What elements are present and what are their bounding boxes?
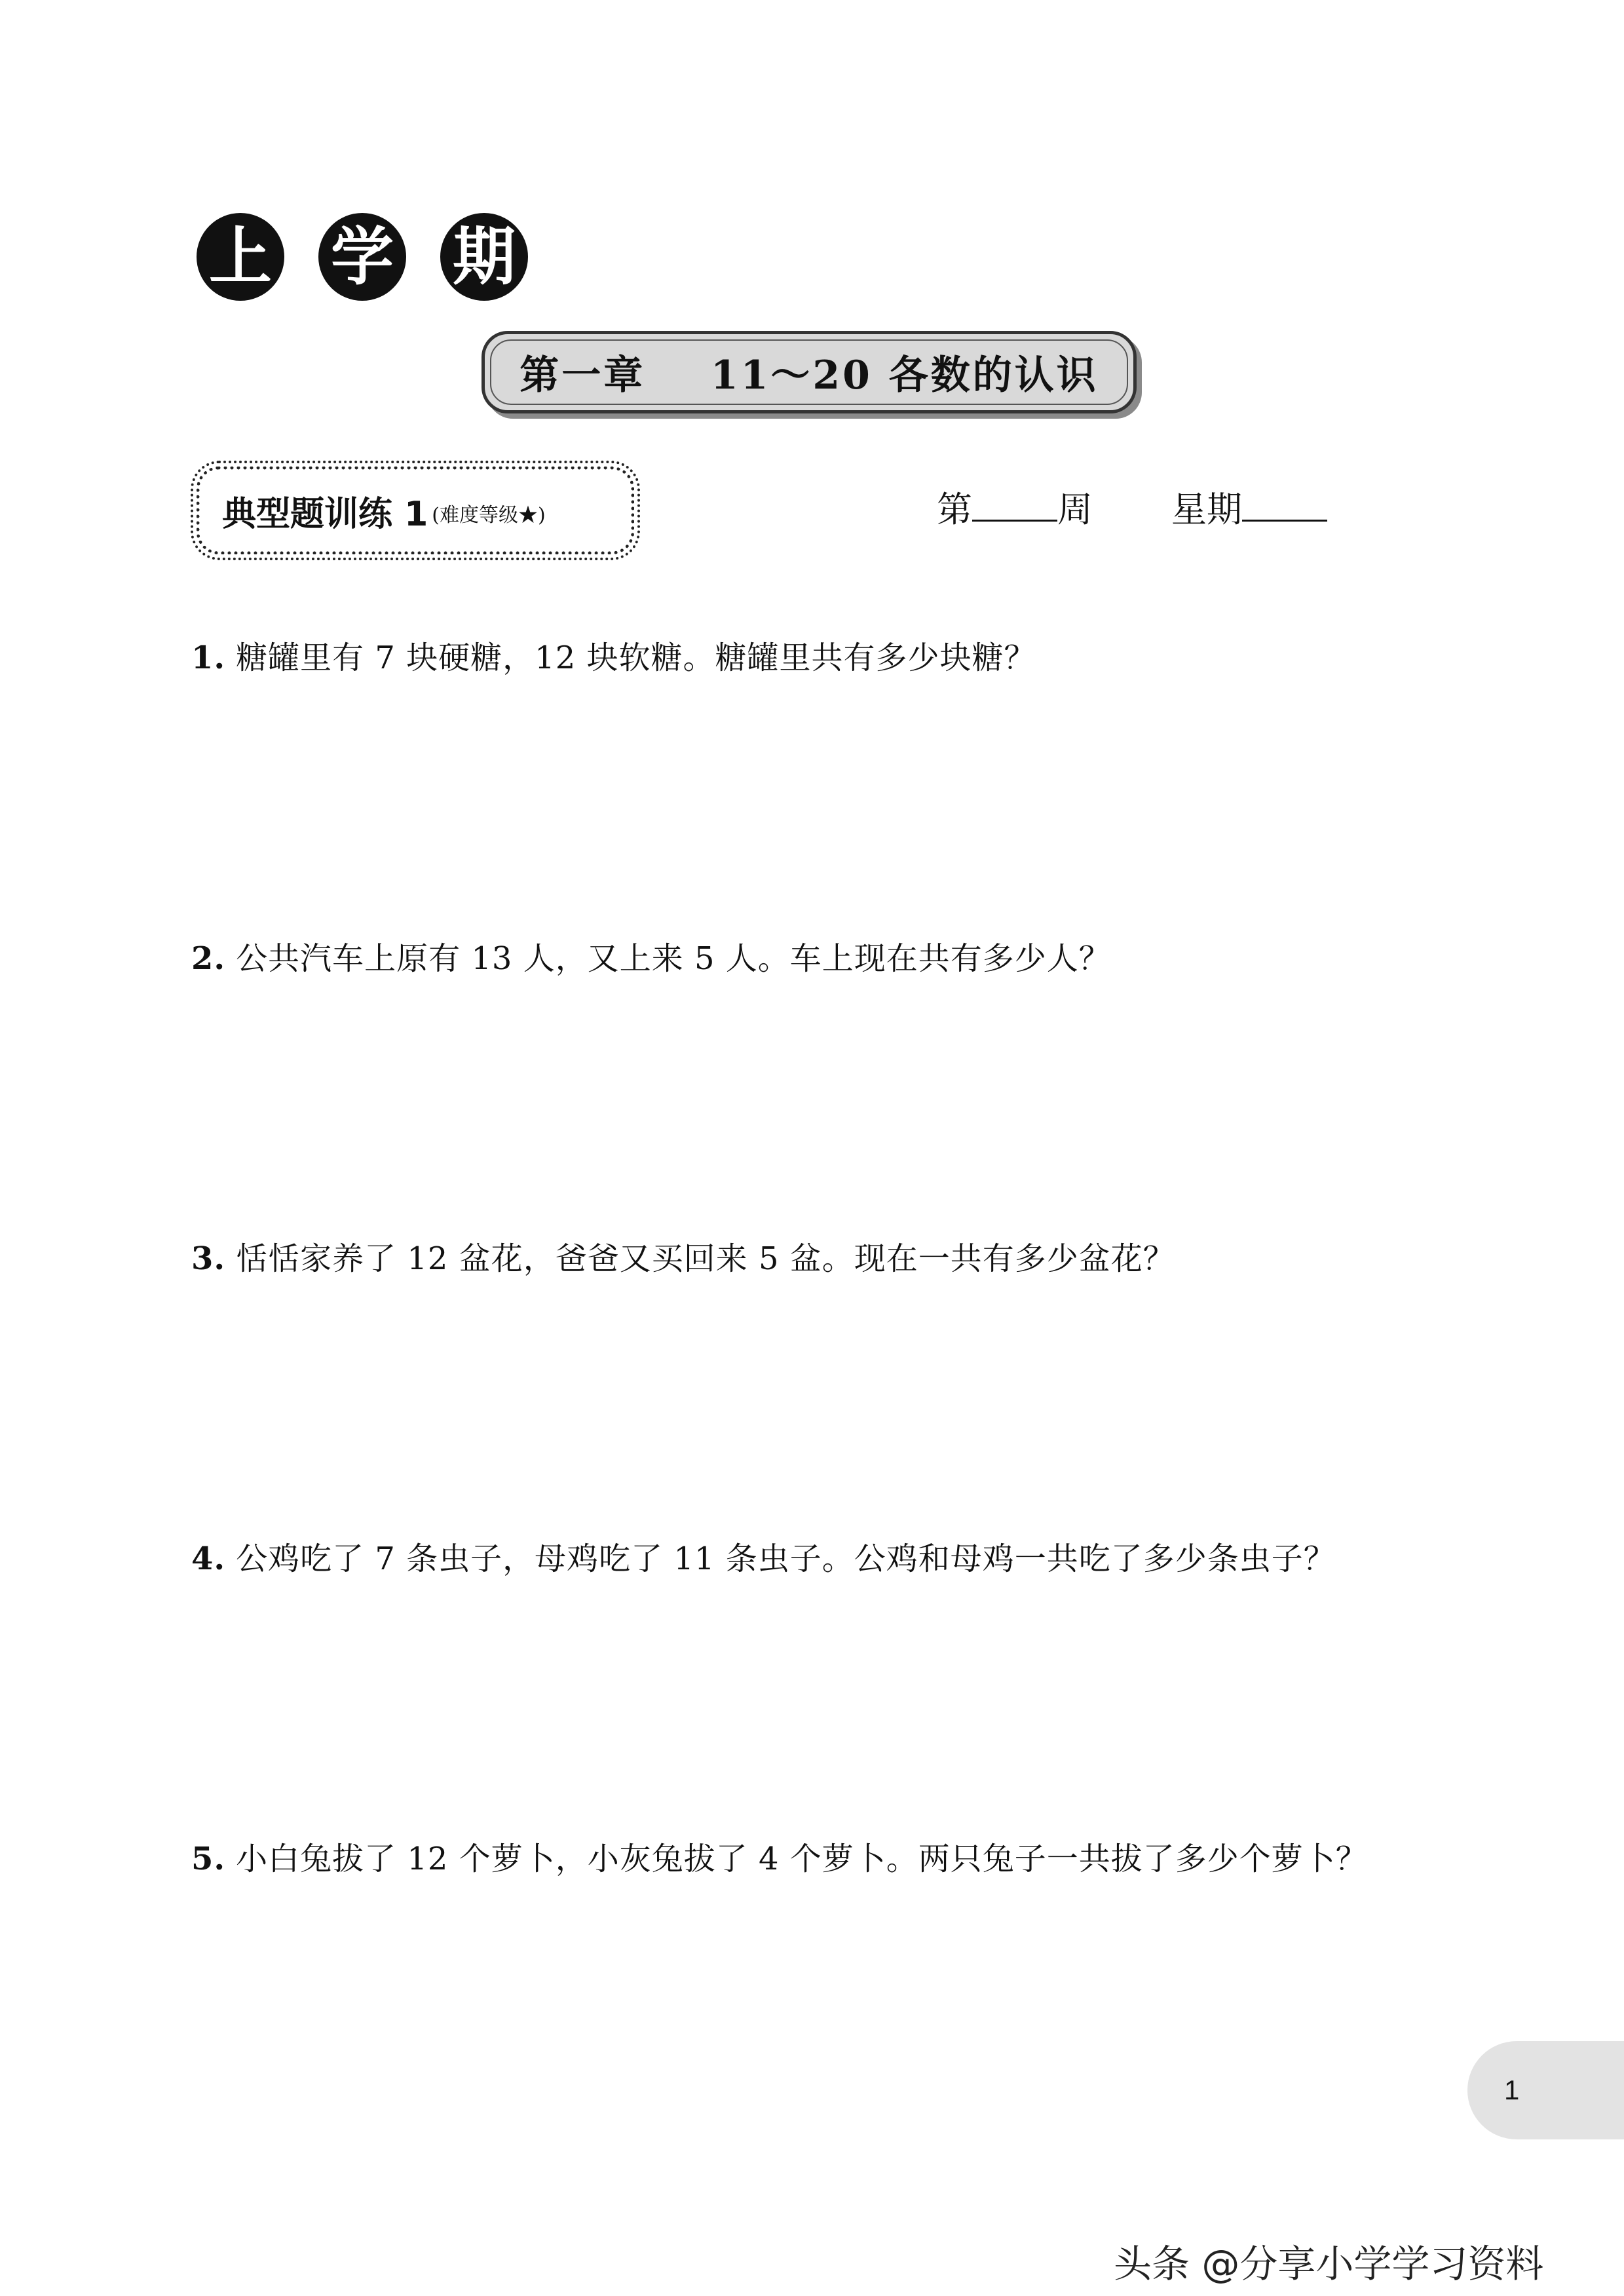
question-number: 3. xyxy=(191,1240,226,1277)
training-label-box xyxy=(197,467,634,554)
chapter-title: 第一章 11～20 各数的认识 xyxy=(519,353,1099,398)
question-text: 糖罐里有 7 块硬糖，12 块软糖。糖罐里共有多少块糖？ xyxy=(236,640,1036,676)
week-day-line xyxy=(937,482,1327,532)
question-number: 5. xyxy=(191,1841,226,1877)
question-1 xyxy=(191,632,1036,678)
page-number: 1 xyxy=(1504,2075,1520,2105)
chapter-banner xyxy=(482,331,1137,413)
semester-heading xyxy=(197,213,528,301)
weekday-blank[interactable] xyxy=(1242,486,1327,522)
question-3 xyxy=(191,1233,1175,1278)
training-title: 典型题训练 1 xyxy=(222,494,428,534)
watermark: 头条 @分享小学学习资料 xyxy=(1114,2242,1544,2286)
week-number-blank[interactable] xyxy=(972,486,1057,522)
question-4 xyxy=(191,1533,1336,1578)
week-label: 周 xyxy=(1057,489,1093,530)
question-number: 4. xyxy=(191,1540,226,1577)
question-text: 公鸡吃了 7 条虫子，母鸡吃了 11 条虫子。公鸡和母鸡一共吃了多少条虫子？ xyxy=(236,1540,1336,1577)
question-text: 小白兔拔了 12 个萝卜，小灰兔拔了 4 个萝卜。两只兔子一共拔了多少个萝卜？ xyxy=(236,1841,1368,1877)
question-number: 1. xyxy=(191,640,226,676)
semester-char: 期 xyxy=(440,213,528,301)
week-prefix-label: 第 xyxy=(937,489,972,530)
question-text: 公共汽车上原有 13 人，又上来 5 人。车上现在共有多少人？ xyxy=(236,940,1111,977)
weekday-label: 星期 xyxy=(1171,489,1242,530)
question-number: 2. xyxy=(191,940,226,977)
semester-char: 学 xyxy=(318,213,406,301)
semester-char: 上 xyxy=(197,213,284,301)
question-text: 恬恬家养了 12 盆花，爸爸又买回来 5 盆。现在一共有多少盆花？ xyxy=(236,1240,1175,1277)
question-5 xyxy=(191,1833,1368,1879)
question-2 xyxy=(191,933,1111,978)
difficulty-level: (难度等级★) xyxy=(432,504,546,527)
page-number-tab xyxy=(1467,2041,1624,2139)
